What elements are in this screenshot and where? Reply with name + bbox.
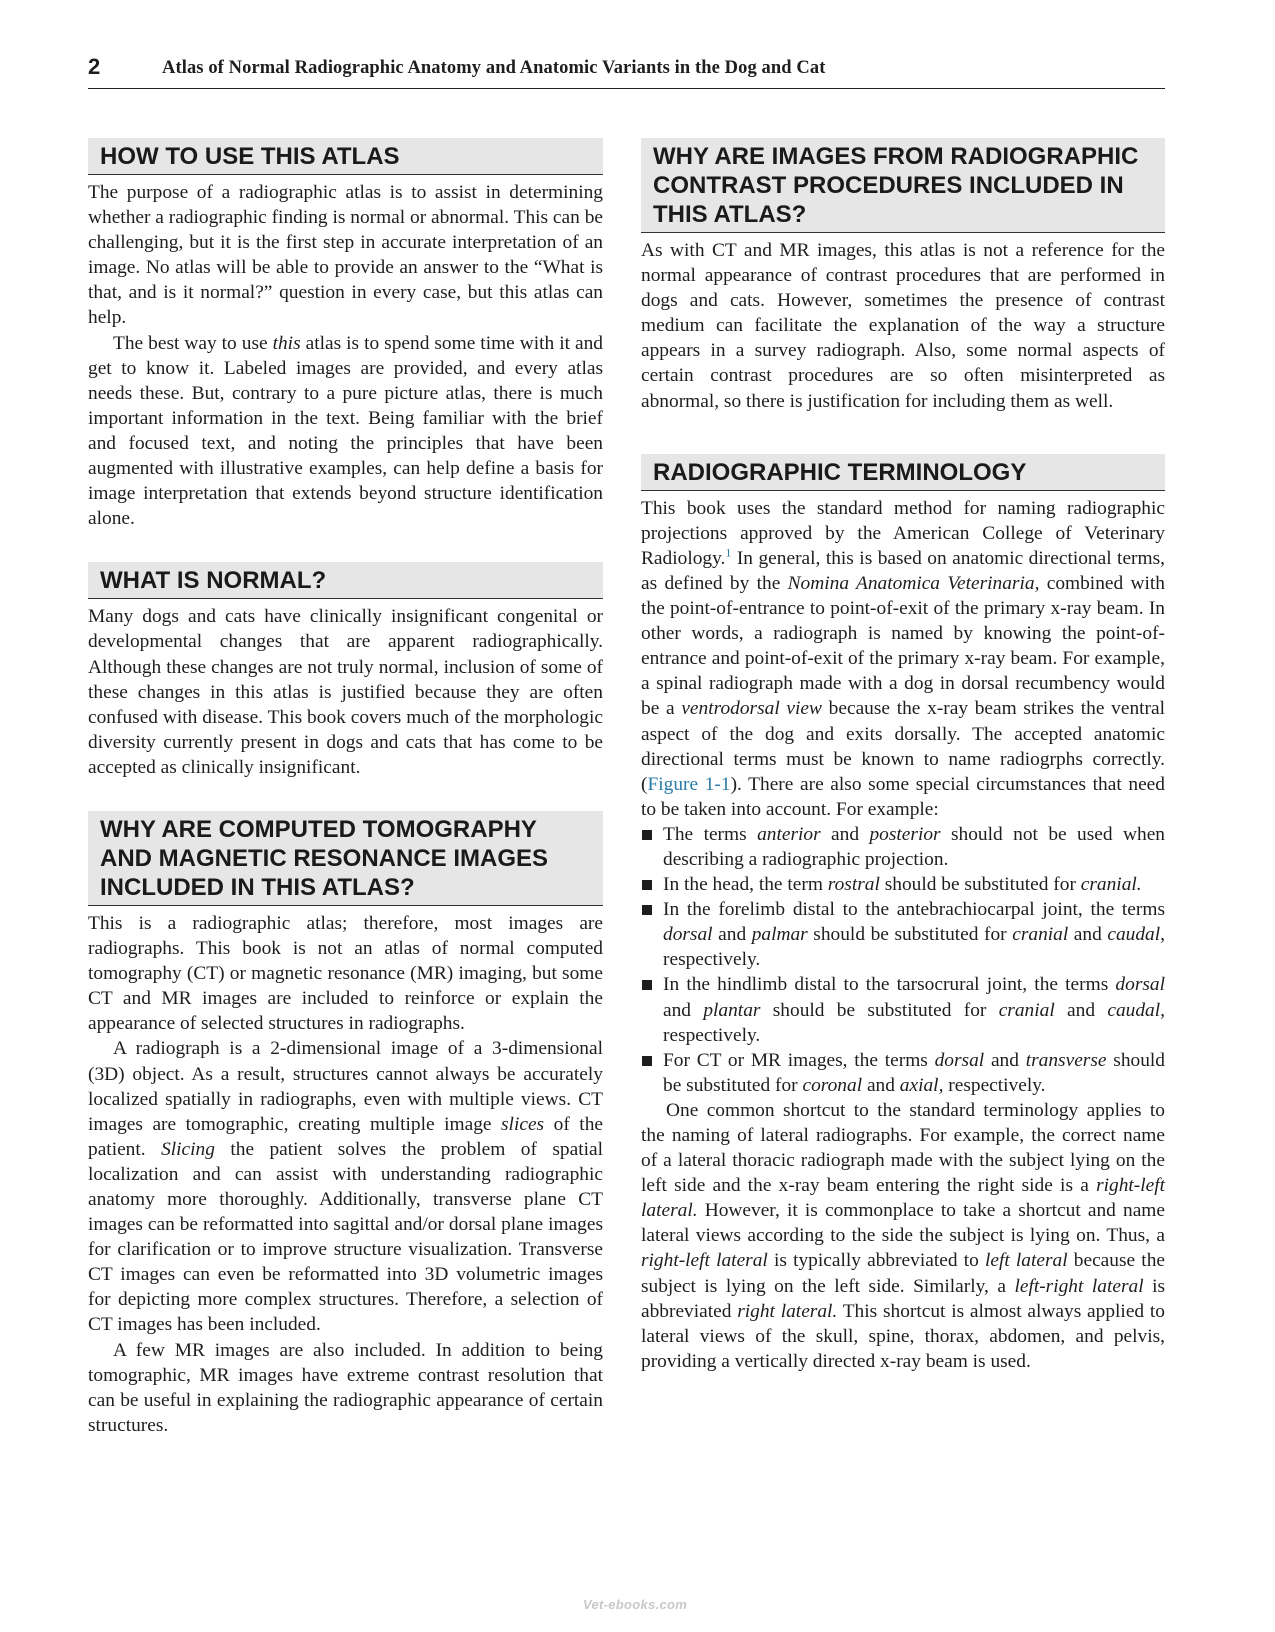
section-heading-contrast: WHY ARE IMAGES FROM RADIOGRAPHIC CONTRAST PROCEDURES INCLUDED IN THIS ATLAS?: [641, 138, 1165, 233]
list-item: For CT or MR images, the terms dorsal and transverse should be substituted for coronal and axial, respectively.: [641, 1048, 1165, 1098]
paragraph: As with CT and MR images, this atlas is not a reference for the normal appearance of contrast procedures that are performed in dogs and cats. However, sometimes the presence of contrast medium can facilitate the explanation of the way a structure appears in a survey radiograph. Also, some normal aspects of certain contrast procedures are so often misinterpreted as abnormal, so there is justification for including them as well.: [641, 240, 1165, 412]
page-number: 2: [88, 54, 101, 79]
bullet-list: [641, 822, 1165, 1098]
section-heading-ct-mr: WHY ARE COMPUTED TOMOGRAPHY AND MAGNETIC RESONANCE IMAGES INCLUDED IN THIS ATLAS?: [88, 811, 603, 906]
paragraph: One common shortcut to the standard terminology applies to the naming of lateral radiographs. For example, the correct name of a lateral thoracic radiograph made with the subject lying on the left side and the x-ray beam entering the right side is a right-left lateral. However, it is commonplace to take a shortcut and name lateral views according to the side the subject is lying on. Thus, a right-left lateral is typically abbreviated to left lateral because the subject is lying on the left side. Similarly, a left-right lateral is abbreviated right lateral. This shortcut is almost always applied to lateral views of the skull, spine, thorax, abdomen, and pelvis, providing a vertically directed x-ray beam is used.: [641, 1099, 1166, 1372]
running-title: Atlas of Normal Radiographic Anatomy and Anatomic Variants in the Dog and Cat: [162, 58, 826, 78]
section-heading-what-is-normal: WHAT IS NORMAL?: [88, 562, 603, 599]
list-item: The terms anterior and posterior should not be used when describing a radiographic projection.: [641, 822, 1165, 872]
running-header: [88, 52, 1165, 89]
paragraph: The purpose of a radiographic atlas is to assist in determining whether a radiographic finding is normal or abnormal. This can be challenging, but it is the first step in accurate interpretation of an image. No atlas will be able to provide an answer to the “What is that, and is it normal?” question in every case, but this atlas can help.: [88, 182, 603, 329]
list-item: In the hindlimb distal to the tarsocrural joint, the terms dorsal and plantar should be substituted for cranial and caudal, respectively.: [641, 972, 1165, 1047]
left-column: [88, 138, 603, 1438]
paragraph: This book uses the standard method for naming radiographic projections approved by the American College of Veterinary Radiology.$^1$ In general, this is based on anatomic directional terms, as defined by the Nomina Anatomica Veterinaria, combined with the point-of-entrance to point-of-exit of the primary x-ray beam. In other words, a radiograph is named by knowing the point-of-entrance and point-of-exit of the primary x-ray beam. For example, a spinal radiograph made with a dog in dorsal recumbency would be a ventrodorsal view because the x-ray beam strikes the ventral aspect of the dog and exits dorsally. The accepted anatomic directional terms must be known to name radiogrphs correctly. (Figure 1-1). There are also some special circumstances that need to be taken into account. For example:: [641, 497, 1165, 820]
paragraph: The best way to use this atlas is to spend some time with it and get to know it. Labeled images are provided, and every atlas needs these. But, contrary to a pure picture atlas, there is much important information in the text. Being familiar with the brief and focused text, and noting the principles that have been augmented with illustrative examples, can help define a basis for image interpretation that extends beyond structure identification alone.: [88, 332, 603, 530]
paragraph: Many dogs and cats have clinically insignificant congenital or developmental changes that are apparent radiographically. Although these changes are not truly normal, inclusion of some of these changes in this atlas is justified because they are often confused with disease. This book covers much of the morphologic diversity currently present in dogs and cats that has come to be accepted as clinically insignificant.: [88, 606, 603, 778]
paragraph: A radiograph is a 2-dimensional image of a 3-dimensional (3D) object. As a result, structures cannot always be accurately localized spatially in radiographs, even with multiple views. CT images are tomographic, creating multiple image slices of the patient. Slicing the patient solves the problem of spatial localization and can assist with understanding radiographic anatomy more thoroughly. Additionally, transverse plane CT images can be reformatted into sagittal and/or dorsal plane images for clarification or to improve structure visualization. Transverse CT images can even be reformatted into 3D volumetric images for depicting more complex structures. Therefore, a selection of CT images has been included.: [88, 1038, 603, 1336]
paragraph: A few MR images are also included. In addition to being tomographic, MR images have extreme contrast resolution that can be useful in explaining the radiographic appearance of certain structures.: [88, 1339, 603, 1436]
figure-link[interactable]: Figure 1-1: [647, 773, 731, 795]
right-column: [641, 138, 1165, 1374]
paragraph: This is a radiographic atlas; therefore, most images are radiographs. This book is not an atlas of normal computed tomography (CT) or magnetic resonance (MR) imaging, but some CT and MR images are included to reinforce or explain the appearance of selected structures in radiographs.: [88, 912, 603, 1035]
list-item: In the head, the term rostral should be substituted for cranial.: [641, 872, 1165, 897]
watermark: Vet-ebooks.com: [583, 1597, 688, 1612]
section-heading-how-to-use: HOW TO USE THIS ATLAS: [88, 138, 603, 175]
list-item: In the forelimb distal to the antebrachiocarpal joint, the terms dorsal and palmar should be substituted for cranial and caudal, respectively.: [641, 897, 1165, 972]
section-heading-terminology: RADIOGRAPHIC TERMINOLOGY: [641, 454, 1165, 491]
reference-link[interactable]: 1: [725, 545, 732, 560]
